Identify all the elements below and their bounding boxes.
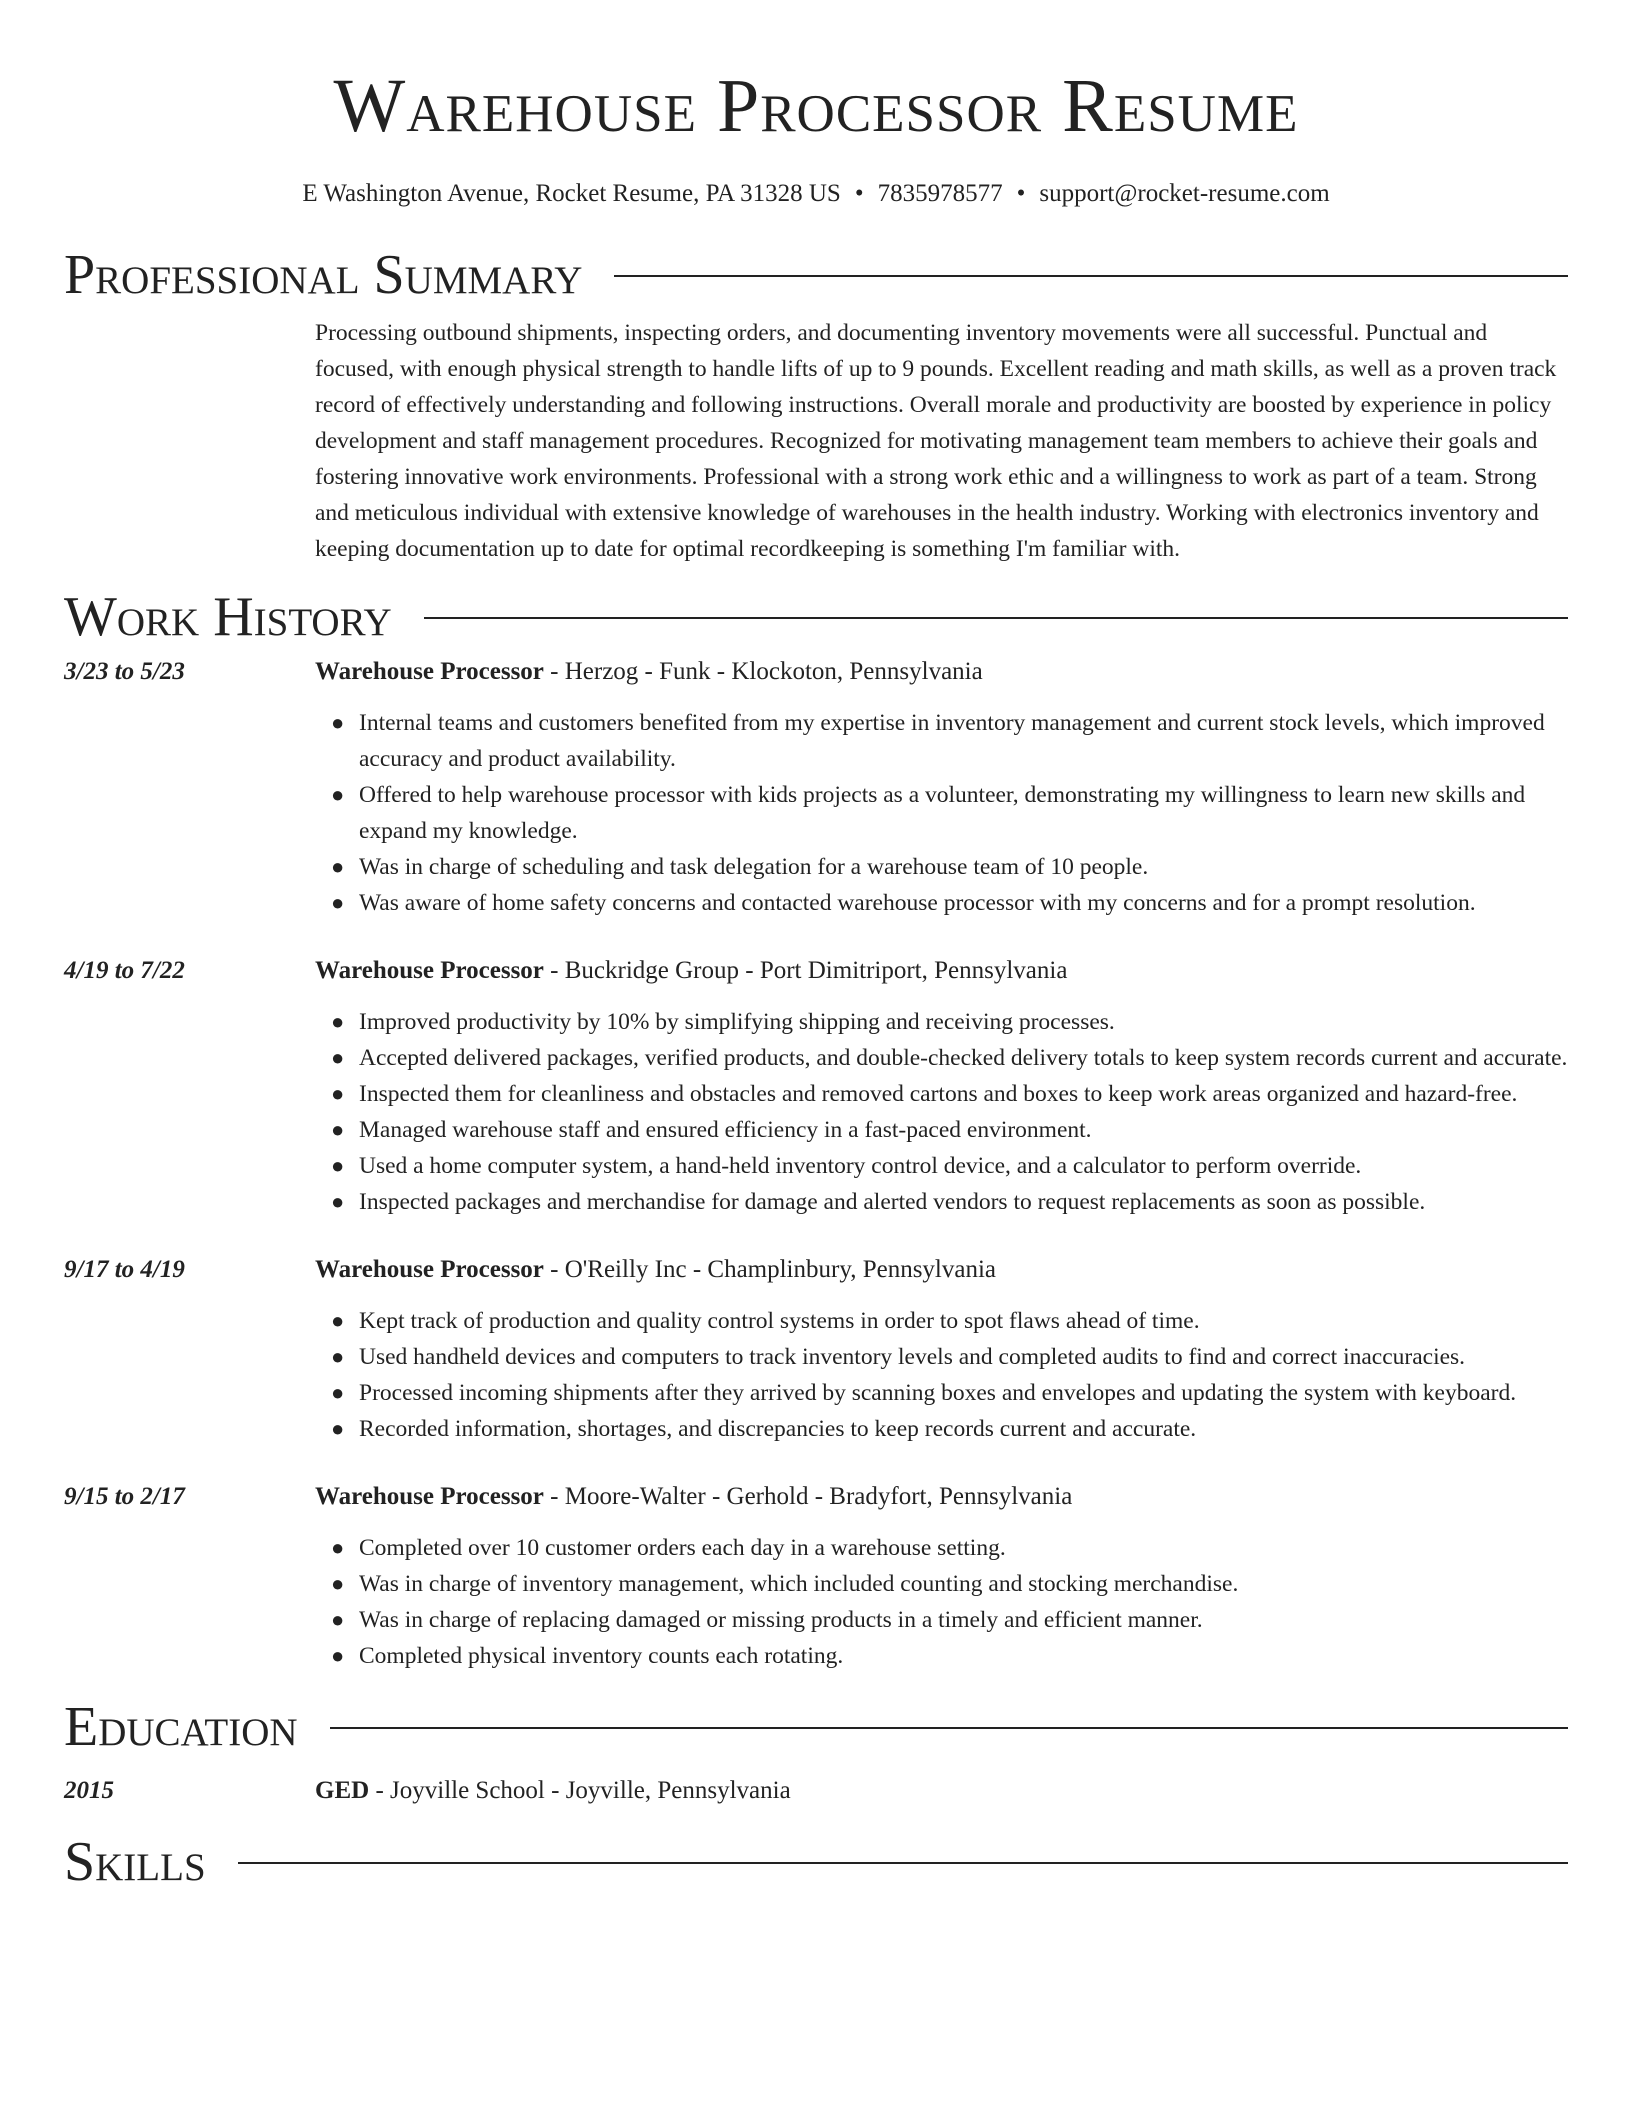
job-bullet bbox=[315, 1303, 1568, 1339]
education-header bbox=[315, 1773, 1568, 1809]
contact-email: support@rocket-resume.com bbox=[1039, 180, 1330, 207]
bullet-dot-icon: ● bbox=[331, 1045, 345, 1070]
job-bullet bbox=[315, 1566, 1568, 1602]
job-dates: 9/17 to 4/19 bbox=[64, 1256, 185, 1283]
education-entry bbox=[64, 1773, 1568, 1809]
job-entry bbox=[64, 1252, 1568, 1447]
job-bullet bbox=[315, 1411, 1568, 1447]
contact-separator: • bbox=[854, 180, 864, 207]
job-entry bbox=[64, 654, 1568, 921]
bullet-dot-icon: ● bbox=[331, 1308, 345, 1333]
job-body bbox=[315, 654, 1568, 921]
contact-phone: 7835978577 bbox=[877, 180, 1003, 207]
bullet-dot-icon: ● bbox=[331, 890, 345, 915]
summary-text: Processing outbound shipments, inspecting orders, and documenting inventory movements were all successful. Punctual and focused, with enough physical strength to handle lifts of up to 9 pounds. Excellent reading and math skills, as well as a proven track record of effectively understanding and following instructions. Overall morale and productivity are boosted by experience in policy development and staff management procedures. Recognized for motivating management team members to achieve their goals and fostering innovative work environments. Professional with a strong work ethic and a willingness to work as part of a team. Strong and meticulous individual with extensive knowledge of warehouses in the health industry. Working with electronics inventory and keeping documentation up to date for optimal recordkeeping is something I'm familiar with. bbox=[315, 320, 1557, 562]
job-bullet bbox=[315, 705, 1568, 777]
job-bullet bbox=[315, 777, 1568, 849]
job-role: Warehouse Processor bbox=[315, 1256, 544, 1283]
job-header bbox=[315, 654, 1568, 690]
skills-section-header bbox=[64, 1829, 1568, 1895]
job-details: - Herzog - Funk - Klockoton, Pennsylvania bbox=[543, 658, 983, 685]
job-bullet-text: Offered to help warehouse processor with kids projects as a volunteer, demonstrating my willingness to learn new skills and expand my knowledge. bbox=[359, 782, 1526, 844]
section-divider bbox=[614, 275, 1568, 277]
job-bullet-text: Was in charge of scheduling and task delegation for a warehouse team of 10 people. bbox=[359, 854, 1149, 880]
job-details: - Moore-Walter - Gerhold - Bradyfort, Pennsylvania bbox=[543, 1483, 1073, 1510]
summary-heading: Professional Summary bbox=[64, 244, 583, 306]
bullet-dot-icon: ● bbox=[331, 1535, 345, 1560]
job-bullet bbox=[315, 1184, 1568, 1220]
section-divider bbox=[424, 617, 1568, 619]
job-bullet-text: Recorded information, shortages, and discrepancies to keep records current and accurate. bbox=[359, 1416, 1197, 1442]
job-header bbox=[315, 1252, 1568, 1288]
job-bullet-list bbox=[315, 1303, 1568, 1447]
job-bullet bbox=[315, 1638, 1568, 1674]
job-bullet bbox=[315, 1076, 1568, 1112]
education-body bbox=[315, 1773, 1568, 1809]
job-header bbox=[315, 1479, 1568, 1515]
job-role: Warehouse Processor bbox=[315, 1483, 544, 1510]
bullet-dot-icon: ● bbox=[331, 1117, 345, 1142]
job-bullet-text: Kept track of production and quality control systems in order to spot flaws ahead of time. bbox=[359, 1308, 1200, 1334]
job-bullet-text: Used a home computer system, a hand-held inventory control device, and a calculator to perform override. bbox=[359, 1153, 1362, 1179]
job-bullet-text: Inspected them for cleanliness and obstacles and removed cartons and boxes to keep work areas organized and hazard-free. bbox=[359, 1081, 1518, 1107]
job-details: - O'Reilly Inc - Champlinbury, Pennsylvania bbox=[543, 1256, 997, 1283]
education-section-header bbox=[64, 1694, 1568, 1760]
contact-separator: • bbox=[1016, 180, 1026, 207]
bullet-dot-icon: ● bbox=[331, 1153, 345, 1178]
work-history-list bbox=[64, 654, 1568, 1674]
job-bullet-text: Completed over 10 customer orders each day in a warehouse setting. bbox=[359, 1535, 1006, 1561]
job-body bbox=[315, 1252, 1568, 1447]
job-role: Warehouse Processor bbox=[315, 658, 544, 685]
job-body bbox=[315, 1479, 1568, 1674]
bullet-dot-icon: ● bbox=[331, 1416, 345, 1441]
bullet-dot-icon: ● bbox=[331, 854, 345, 879]
job-bullet bbox=[315, 1040, 1568, 1076]
job-dates: 9/15 to 2/17 bbox=[64, 1483, 185, 1510]
education-year: 2015 bbox=[64, 1777, 114, 1804]
bullet-dot-icon: ● bbox=[331, 1571, 345, 1596]
bullet-dot-icon: ● bbox=[331, 710, 345, 735]
job-entry bbox=[64, 1479, 1568, 1674]
job-bullet-text: Improved productivity by 10% by simplifying shipping and receiving processes. bbox=[359, 1009, 1115, 1035]
job-header bbox=[315, 953, 1568, 989]
job-bullet-text: Managed warehouse staff and ensured efficiency in a fast-paced environment. bbox=[359, 1117, 1092, 1143]
job-bullet bbox=[315, 1112, 1568, 1148]
bullet-dot-icon: ● bbox=[331, 1643, 345, 1668]
section-divider bbox=[330, 1727, 1568, 1729]
bullet-dot-icon: ● bbox=[331, 1380, 345, 1405]
job-bullet-text: Was aware of home safety concerns and contacted warehouse processor with my concerns and for a prompt resolution. bbox=[359, 890, 1476, 916]
job-details: - Buckridge Group - Port Dimitriport, Pennsylvania bbox=[543, 957, 1068, 984]
job-bullet-list bbox=[315, 1004, 1568, 1220]
education-heading: Education bbox=[64, 1696, 298, 1758]
summary-section-header bbox=[64, 242, 1568, 308]
job-bullet bbox=[315, 1375, 1568, 1411]
job-bullet-text: Used handheld devices and computers to track inventory levels and completed audits to find and correct inaccuracies. bbox=[359, 1344, 1466, 1370]
job-dates: 3/23 to 5/23 bbox=[64, 658, 185, 685]
job-bullet-text: Internal teams and customers benefited from my expertise in inventory management and current stock levels, which improved accuracy and product availability. bbox=[359, 710, 1545, 772]
job-bullet bbox=[315, 1530, 1568, 1566]
bullet-dot-icon: ● bbox=[331, 1189, 345, 1214]
education-degree: GED bbox=[315, 1777, 370, 1804]
job-role: Warehouse Processor bbox=[315, 957, 544, 984]
job-bullet-text: Accepted delivered packages, verified products, and double-checked delivery totals to keep system records current and accurate. bbox=[359, 1045, 1568, 1071]
job-bullet bbox=[315, 849, 1568, 885]
work-history-heading: Work History bbox=[64, 586, 392, 648]
contact-address: E Washington Avenue, Rocket Resume, PA 31328 US bbox=[302, 180, 841, 207]
bullet-dot-icon: ● bbox=[331, 1344, 345, 1369]
bullet-dot-icon: ● bbox=[331, 1009, 345, 1034]
job-bullet bbox=[315, 1148, 1568, 1184]
job-body bbox=[315, 953, 1568, 1220]
job-bullet bbox=[315, 885, 1568, 921]
skills-heading: Skills bbox=[64, 1831, 206, 1893]
job-bullet-text: Processed incoming shipments after they arrived by scanning boxes and envelopes and updating the system with keyboard. bbox=[359, 1380, 1517, 1406]
job-entry bbox=[64, 953, 1568, 1220]
education-details: - Joyville School - Joyville, Pennsylvania bbox=[369, 1777, 791, 1804]
bullet-dot-icon: ● bbox=[331, 1607, 345, 1632]
job-bullet-text: Was in charge of inventory management, which included counting and stocking merchandise. bbox=[359, 1571, 1239, 1597]
resume-title: Warehouse Processor Resume bbox=[333, 64, 1299, 148]
job-bullet-text: Inspected packages and merchandise for damage and alerted vendors to request replacements as soon as possible. bbox=[359, 1189, 1426, 1215]
job-bullet bbox=[315, 1004, 1568, 1040]
bullet-dot-icon: ● bbox=[331, 782, 345, 807]
bullet-dot-icon: ● bbox=[331, 1081, 345, 1106]
job-dates: 4/19 to 7/22 bbox=[64, 957, 185, 984]
section-divider bbox=[238, 1862, 1568, 1864]
job-bullet bbox=[315, 1339, 1568, 1375]
job-bullet-text: Was in charge of replacing damaged or missing products in a timely and efficient manner. bbox=[359, 1607, 1203, 1633]
contact-line bbox=[64, 177, 1568, 211]
job-bullet bbox=[315, 1602, 1568, 1638]
job-bullet-list bbox=[315, 705, 1568, 921]
job-bullet-text: Completed physical inventory counts each rotating. bbox=[359, 1643, 844, 1669]
job-bullet-list bbox=[315, 1530, 1568, 1674]
work-history-section-header bbox=[64, 584, 1568, 650]
